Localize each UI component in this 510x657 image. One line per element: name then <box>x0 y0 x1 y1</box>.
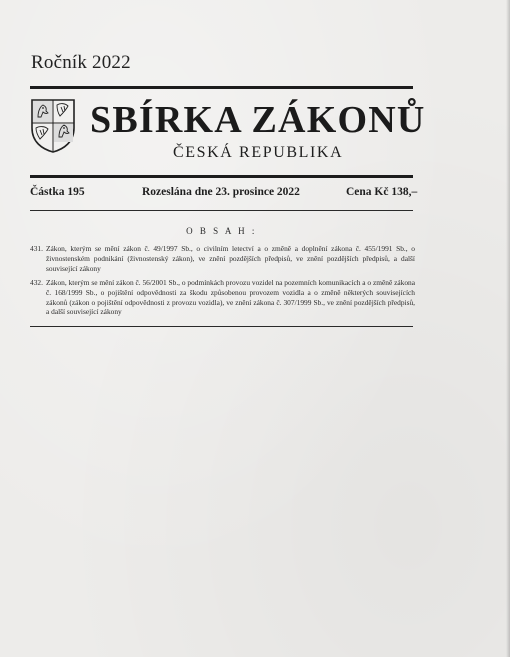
contents-list <box>30 244 415 321</box>
contents-entry <box>30 278 415 318</box>
gazette-title: SBÍRKA ZÁKONŮ <box>90 99 426 141</box>
entry-text: Zákon, kterým se mění zákon č. 56/2001 Sb., o podmínkách provozu vozidel na pozemních komunikacích a o změně zákona č. 168/1999 Sb., o pojištění odpovědnosti za škodu způsobenou provozem vozidla a o změně některých souvisejících zákonů (zákon o pojištění odpovědnosti z provozu vozidla), ve znění zákona č. 307/1999 Sb., ve znění pozdějších předpisů, a další související zákony <box>46 277 416 317</box>
country-subtitle: ČESKÁ REPUBLIKA <box>173 144 344 161</box>
entry-number: 431. <box>30 244 43 253</box>
page-edge-shadow <box>506 0 510 657</box>
issue-price: Cena Kč 138,– <box>346 186 418 198</box>
contents-heading: O B S A H : <box>186 226 257 236</box>
volume-year: Ročník 2022 <box>31 52 131 73</box>
distribution-date: Rozeslána dne 23. prosince 2022 <box>142 186 300 198</box>
czech-coat-of-arms-icon <box>30 98 76 153</box>
masthead-bottom-rule <box>30 175 413 178</box>
contents-entry <box>30 244 415 274</box>
top-rule <box>30 86 413 89</box>
entry-text: Zákon, kterým se mění zákon č. 49/1997 Sb., o civilním letectví a o změně a doplnění zákona č. 455/1991 Sb., o živnostenském podnikání (živnostenský zákon), ve znění pozdějších předpisů, ve znění pozdějších předpisů, a další související zákony <box>46 244 415 273</box>
entry-number: 432. <box>30 277 43 287</box>
contents-bottom-rule <box>30 326 413 327</box>
info-bottom-rule <box>30 210 413 211</box>
issue-number: Částka 195 <box>30 186 85 198</box>
